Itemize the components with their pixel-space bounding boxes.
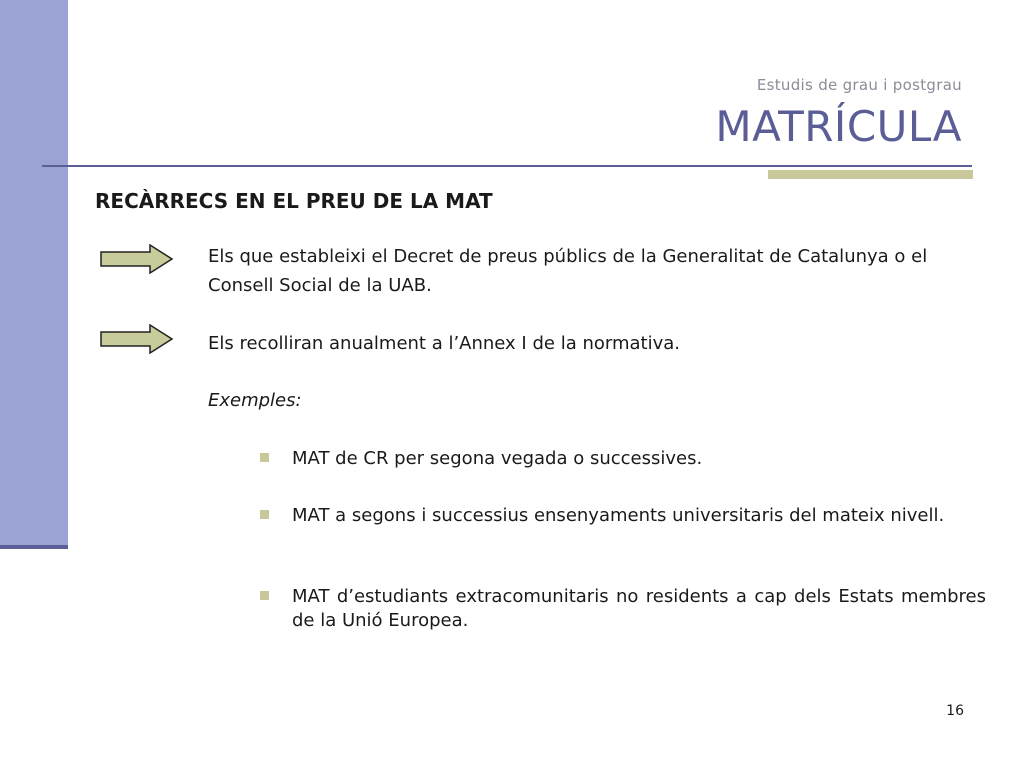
- examples-label: Exemples:: [208, 390, 302, 411]
- side-bar-decoration: [0, 0, 68, 545]
- point-text: Els recolliran anualment a l’Annex I de la normativa.: [208, 333, 680, 354]
- list-item: [260, 447, 986, 471]
- arrow-right-icon: [100, 244, 174, 274]
- list-item: [260, 585, 986, 633]
- slide-title: MATRÍCULA: [715, 102, 962, 151]
- square-bullet-icon: [260, 453, 269, 462]
- header-divider: [42, 165, 972, 167]
- accent-bar: [768, 170, 973, 179]
- slide-subtitle: Estudis de grau i postgrau: [756, 76, 962, 94]
- square-bullet-icon: [260, 510, 269, 519]
- point-text: Els que estableixi el Decret de preus públics de la Generalitat de Catalunya o el Consell Social de la UAB.: [208, 246, 928, 296]
- list-item-text: MAT d’estudiants extracomunitaris no residents a cap dels Estats membres de la Unió Europea.: [292, 586, 986, 631]
- arrow-right-icon: [100, 324, 174, 354]
- square-bullet-icon: [260, 591, 269, 600]
- page-number: 16: [946, 703, 964, 719]
- side-bar-shadow: [0, 545, 68, 549]
- list-item-text: MAT de CR per segona vegada o successives.: [292, 448, 703, 469]
- list-item-text: MAT a segons i successius ensenyaments universitaris del mateix nivell.: [292, 505, 945, 526]
- section-heading: RECÀRRECS EN EL PREU DE LA MAT: [95, 189, 493, 213]
- list-item: [260, 504, 986, 528]
